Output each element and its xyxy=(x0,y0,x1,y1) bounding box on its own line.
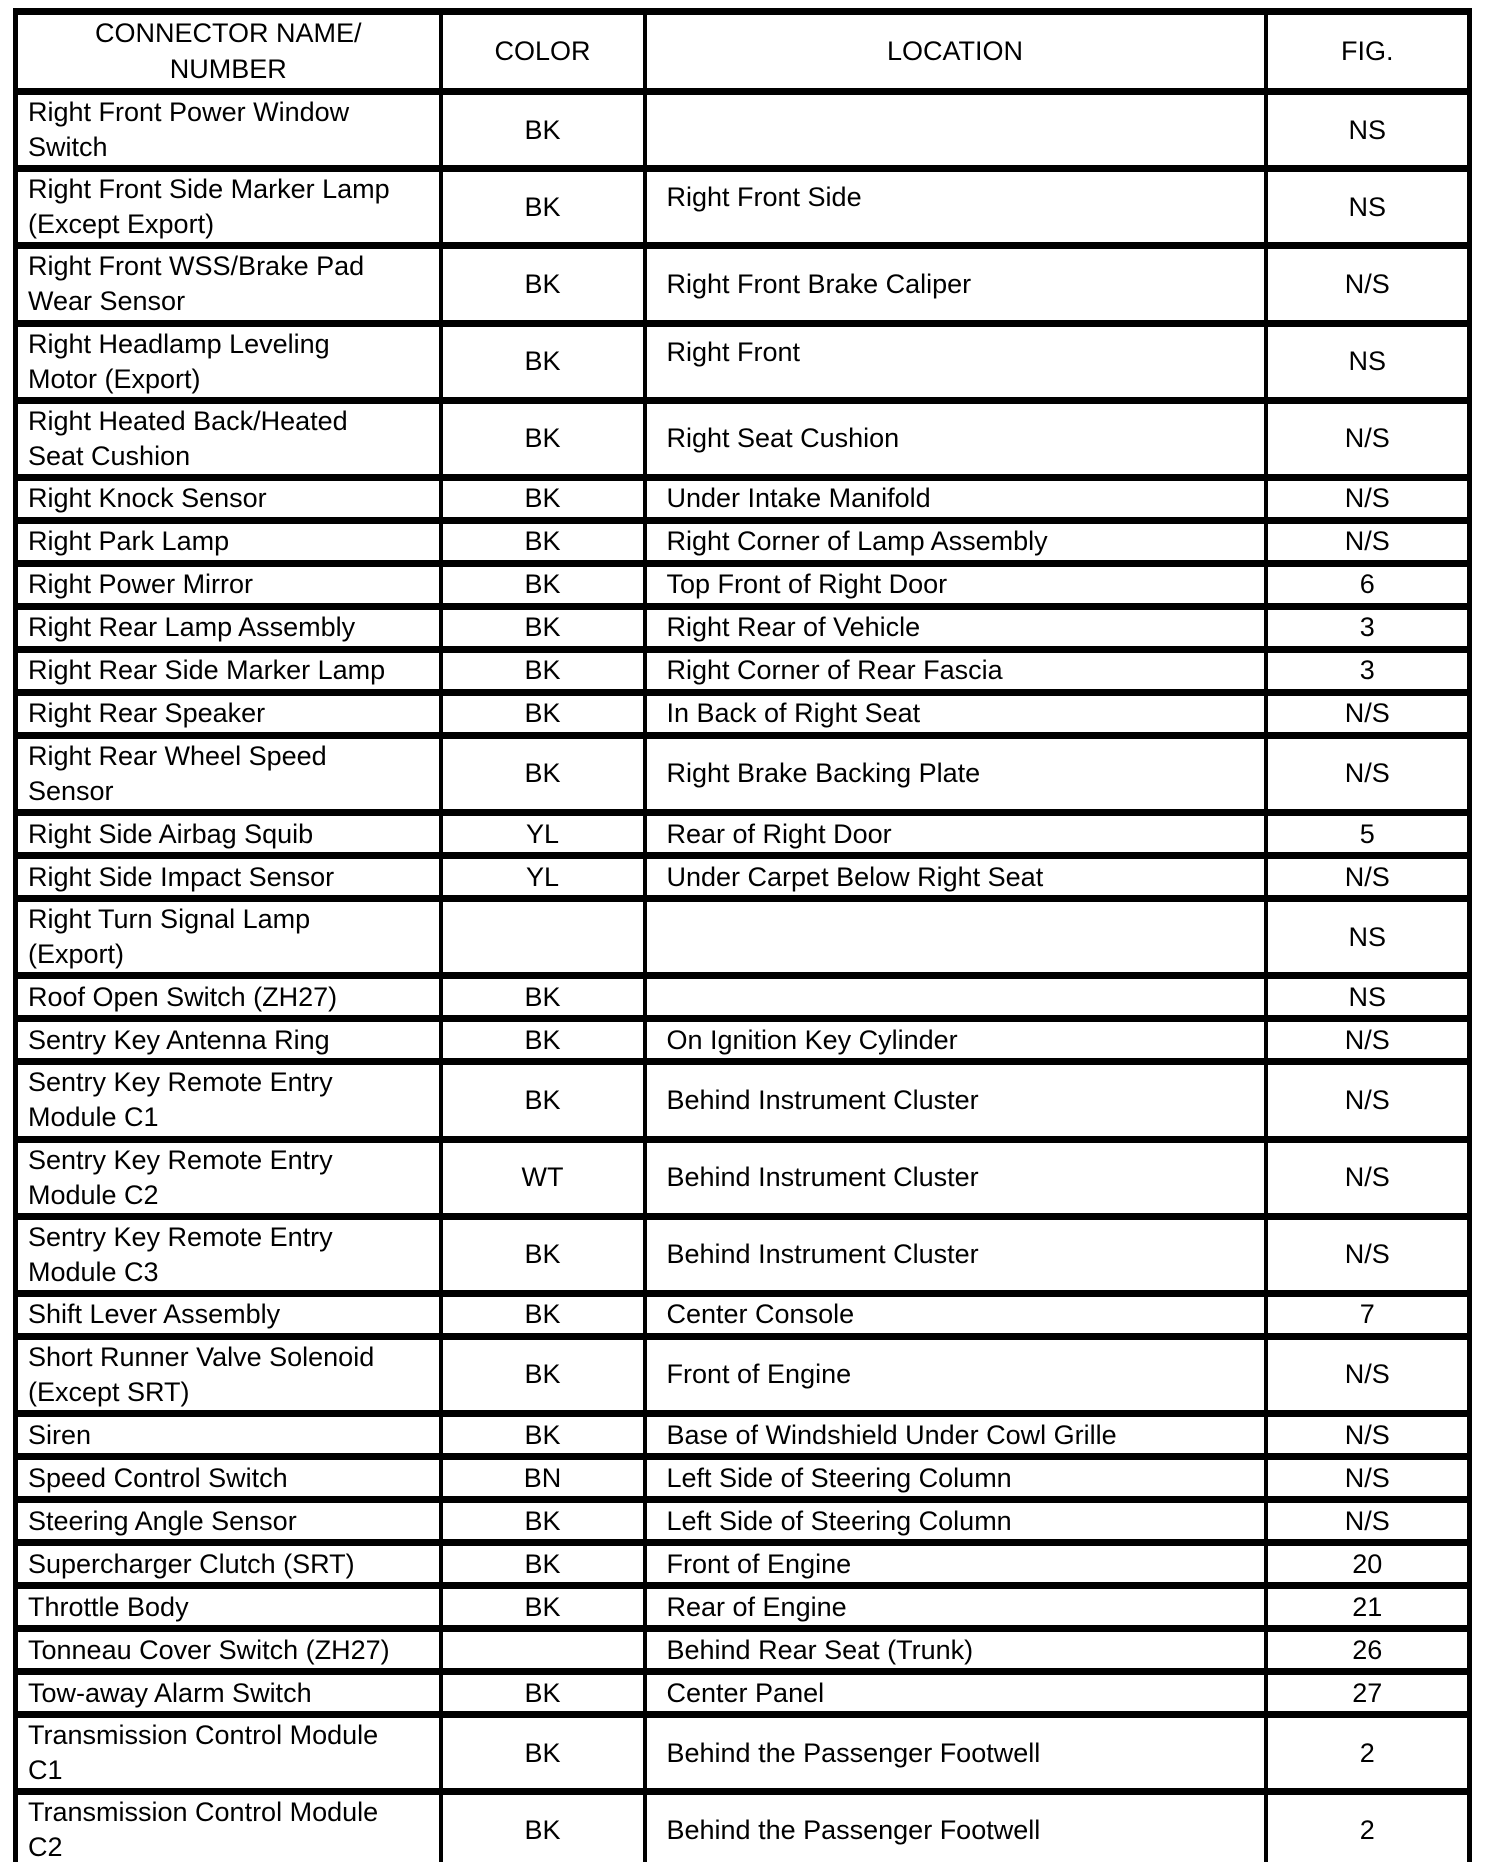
color-cell xyxy=(441,899,645,976)
connector-name-cell: Sentry Key Antenna Ring xyxy=(16,1019,441,1062)
color-cell: BK xyxy=(441,477,645,520)
fig-cell: N/S xyxy=(1266,856,1470,899)
fig-cell: N/S xyxy=(1266,246,1470,323)
connector-name-cell: Sentry Key Remote Entry Module C1 xyxy=(16,1062,441,1139)
connector-name-cell: Right Turn Signal Lamp (Export) xyxy=(16,899,441,976)
connector-name-cell: Transmission Control Module C1 xyxy=(16,1715,441,1792)
color-cell: BK xyxy=(441,1543,645,1586)
location-cell: Right Seat Cushion xyxy=(645,400,1266,477)
table-row xyxy=(16,692,1470,735)
table-row xyxy=(16,246,1470,323)
connector-name-cell: Right Front Power Window Switch xyxy=(16,92,441,169)
table-row xyxy=(16,1414,1470,1457)
location-cell: Behind Instrument Cluster xyxy=(645,1139,1266,1216)
location-cell: Behind Instrument Cluster xyxy=(645,1062,1266,1139)
location-cell: Under Carpet Below Right Seat xyxy=(645,856,1266,899)
column-header-connector-name: CONNECTOR NAME/ NUMBER xyxy=(16,12,441,92)
connector-name-cell: Shift Lever Assembly xyxy=(16,1293,441,1336)
fig-cell: 3 xyxy=(1266,606,1470,649)
table-header xyxy=(16,12,1470,92)
fig-cell: 7 xyxy=(1266,1293,1470,1336)
table-row xyxy=(16,1139,1470,1216)
color-cell: BK xyxy=(441,1019,645,1062)
color-cell: BK xyxy=(441,246,645,323)
fig-cell: N/S xyxy=(1266,1062,1470,1139)
connector-name-cell: Right Side Airbag Squib xyxy=(16,813,441,856)
color-cell: WT xyxy=(441,1139,645,1216)
location-cell: Front of Engine xyxy=(645,1336,1266,1413)
color-cell: BK xyxy=(441,1792,645,1862)
table-row xyxy=(16,856,1470,899)
table-row xyxy=(16,1019,1470,1062)
connector-name-cell: Right Rear Wheel Speed Sensor xyxy=(16,735,441,812)
color-cell: BK xyxy=(441,692,645,735)
table-row xyxy=(16,323,1470,400)
fig-cell: 3 xyxy=(1266,649,1470,692)
location-cell: Right Corner of Lamp Assembly xyxy=(645,520,1266,563)
table-row xyxy=(16,1543,1470,1586)
color-cell: BK xyxy=(441,169,645,246)
location-cell: Right Corner of Rear Fascia xyxy=(645,649,1266,692)
table-row xyxy=(16,1336,1470,1413)
fig-cell: NS xyxy=(1266,323,1470,400)
connector-name-cell: Tonneau Cover Switch (ZH27) xyxy=(16,1629,441,1672)
fig-cell: 26 xyxy=(1266,1629,1470,1672)
location-cell: Right Front xyxy=(645,323,1266,400)
fig-cell: 20 xyxy=(1266,1543,1470,1586)
fig-cell: N/S xyxy=(1266,735,1470,812)
location-cell xyxy=(645,92,1266,169)
fig-cell: NS xyxy=(1266,92,1470,169)
connector-name-cell: Right Side Impact Sensor xyxy=(16,856,441,899)
connector-name-cell: Right Headlamp Leveling Motor (Export) xyxy=(16,323,441,400)
connector-name-cell: Right Knock Sensor xyxy=(16,477,441,520)
connector-table-body xyxy=(16,92,1470,1862)
color-cell xyxy=(441,1629,645,1672)
fig-cell: N/S xyxy=(1266,1019,1470,1062)
column-header-fig: FIG. xyxy=(1266,12,1470,92)
fig-cell: N/S xyxy=(1266,1336,1470,1413)
table-row xyxy=(16,813,1470,856)
location-cell: Behind Instrument Cluster xyxy=(645,1216,1266,1293)
fig-cell: N/S xyxy=(1266,1139,1470,1216)
table-row xyxy=(16,1293,1470,1336)
table-row xyxy=(16,1457,1470,1500)
connector-name-cell: Right Rear Speaker xyxy=(16,692,441,735)
connector-location-table xyxy=(13,8,1472,1862)
connector-name-cell: Right Rear Side Marker Lamp xyxy=(16,649,441,692)
color-cell: BK xyxy=(441,563,645,606)
location-cell: Left Side of Steering Column xyxy=(645,1500,1266,1543)
table-row xyxy=(16,1216,1470,1293)
color-cell: BK xyxy=(441,1216,645,1293)
connector-name-cell: Roof Open Switch (ZH27) xyxy=(16,976,441,1019)
location-cell: Right Rear of Vehicle xyxy=(645,606,1266,649)
location-cell xyxy=(645,899,1266,976)
connector-name-cell: Speed Control Switch xyxy=(16,1457,441,1500)
color-cell: BN xyxy=(441,1457,645,1500)
color-cell: BK xyxy=(441,735,645,812)
color-cell: BK xyxy=(441,976,645,1019)
location-cell: Behind the Passenger Footwell xyxy=(645,1792,1266,1862)
color-cell: BK xyxy=(441,1336,645,1413)
table-row xyxy=(16,1792,1470,1862)
location-cell: Behind Rear Seat (Trunk) xyxy=(645,1629,1266,1672)
fig-cell: 6 xyxy=(1266,563,1470,606)
table-row xyxy=(16,649,1470,692)
connector-name-cell: Right Rear Lamp Assembly xyxy=(16,606,441,649)
location-cell: Center Panel xyxy=(645,1672,1266,1715)
color-cell: BK xyxy=(441,1586,645,1629)
color-cell: YL xyxy=(441,856,645,899)
location-cell: On Ignition Key Cylinder xyxy=(645,1019,1266,1062)
fig-cell: 5 xyxy=(1266,813,1470,856)
fig-cell: 2 xyxy=(1266,1792,1470,1862)
location-cell: Right Front Brake Caliper xyxy=(645,246,1266,323)
table-row xyxy=(16,1672,1470,1715)
connector-name-cell: Sentry Key Remote Entry Module C3 xyxy=(16,1216,441,1293)
color-cell: BK xyxy=(441,1414,645,1457)
location-cell: Center Console xyxy=(645,1293,1266,1336)
connector-name-cell: Sentry Key Remote Entry Module C2 xyxy=(16,1139,441,1216)
table-row xyxy=(16,1062,1470,1139)
color-cell: BK xyxy=(441,649,645,692)
fig-cell: 2 xyxy=(1266,1715,1470,1792)
color-cell: BK xyxy=(441,1062,645,1139)
color-cell: BK xyxy=(441,606,645,649)
connector-name-cell: Right Front WSS/Brake Pad Wear Sensor xyxy=(16,246,441,323)
fig-cell: N/S xyxy=(1266,520,1470,563)
table-row xyxy=(16,563,1470,606)
color-cell: BK xyxy=(441,1715,645,1792)
connector-name-cell: Throttle Body xyxy=(16,1586,441,1629)
fig-cell: N/S xyxy=(1266,1500,1470,1543)
location-cell: Rear of Right Door xyxy=(645,813,1266,856)
location-cell: Base of Windshield Under Cowl Grille xyxy=(645,1414,1266,1457)
color-cell: BK xyxy=(441,323,645,400)
location-cell: In Back of Right Seat xyxy=(645,692,1266,735)
table-row xyxy=(16,520,1470,563)
table-row xyxy=(16,169,1470,246)
table-row xyxy=(16,606,1470,649)
fig-cell: NS xyxy=(1266,899,1470,976)
color-cell: BK xyxy=(441,1293,645,1336)
table-row xyxy=(16,400,1470,477)
connector-name-cell: Right Power Mirror xyxy=(16,563,441,606)
connector-name-cell: Transmission Control Module C2 xyxy=(16,1792,441,1862)
fig-cell: 21 xyxy=(1266,1586,1470,1629)
table-row xyxy=(16,1500,1470,1543)
fig-cell: 27 xyxy=(1266,1672,1470,1715)
connector-name-cell: Right Front Side Marker Lamp (Except Export) xyxy=(16,169,441,246)
column-header-location: LOCATION xyxy=(645,12,1266,92)
location-cell: Front of Engine xyxy=(645,1543,1266,1586)
table-row xyxy=(16,1629,1470,1672)
color-cell: BK xyxy=(441,520,645,563)
location-cell: Right Front Side xyxy=(645,169,1266,246)
table-row xyxy=(16,735,1470,812)
connector-name-cell: Supercharger Clutch (SRT) xyxy=(16,1543,441,1586)
location-cell: Under Intake Manifold xyxy=(645,477,1266,520)
table-row xyxy=(16,1586,1470,1629)
connector-name-cell: Steering Angle Sensor xyxy=(16,1500,441,1543)
fig-cell: N/S xyxy=(1266,1457,1470,1500)
table-row xyxy=(16,477,1470,520)
color-cell: YL xyxy=(441,813,645,856)
location-cell: Right Brake Backing Plate xyxy=(645,735,1266,812)
connector-name-cell: Right Park Lamp xyxy=(16,520,441,563)
connector-name-cell: Tow-away Alarm Switch xyxy=(16,1672,441,1715)
color-cell: BK xyxy=(441,400,645,477)
table-row xyxy=(16,899,1470,976)
fig-cell: N/S xyxy=(1266,692,1470,735)
fig-cell: NS xyxy=(1266,976,1470,1019)
connector-name-cell: Right Heated Back/Heated Seat Cushion xyxy=(16,400,441,477)
color-cell: BK xyxy=(441,1500,645,1543)
table-row xyxy=(16,92,1470,169)
fig-cell: N/S xyxy=(1266,477,1470,520)
color-cell: BK xyxy=(441,92,645,169)
location-cell: Rear of Engine xyxy=(645,1586,1266,1629)
connector-name-cell: Short Runner Valve Solenoid (Except SRT) xyxy=(16,1336,441,1413)
color-cell: BK xyxy=(441,1672,645,1715)
column-header-color: COLOR xyxy=(441,12,645,92)
connector-name-cell: Siren xyxy=(16,1414,441,1457)
location-cell: Left Side of Steering Column xyxy=(645,1457,1266,1500)
fig-cell: N/S xyxy=(1266,400,1470,477)
table-row xyxy=(16,976,1470,1019)
fig-cell: N/S xyxy=(1266,1414,1470,1457)
header-row xyxy=(16,12,1470,92)
fig-cell: N/S xyxy=(1266,1216,1470,1293)
location-cell: Behind the Passenger Footwell xyxy=(645,1715,1266,1792)
location-cell: Top Front of Right Door xyxy=(645,563,1266,606)
table-row xyxy=(16,1715,1470,1792)
location-cell xyxy=(645,976,1266,1019)
fig-cell: NS xyxy=(1266,169,1470,246)
